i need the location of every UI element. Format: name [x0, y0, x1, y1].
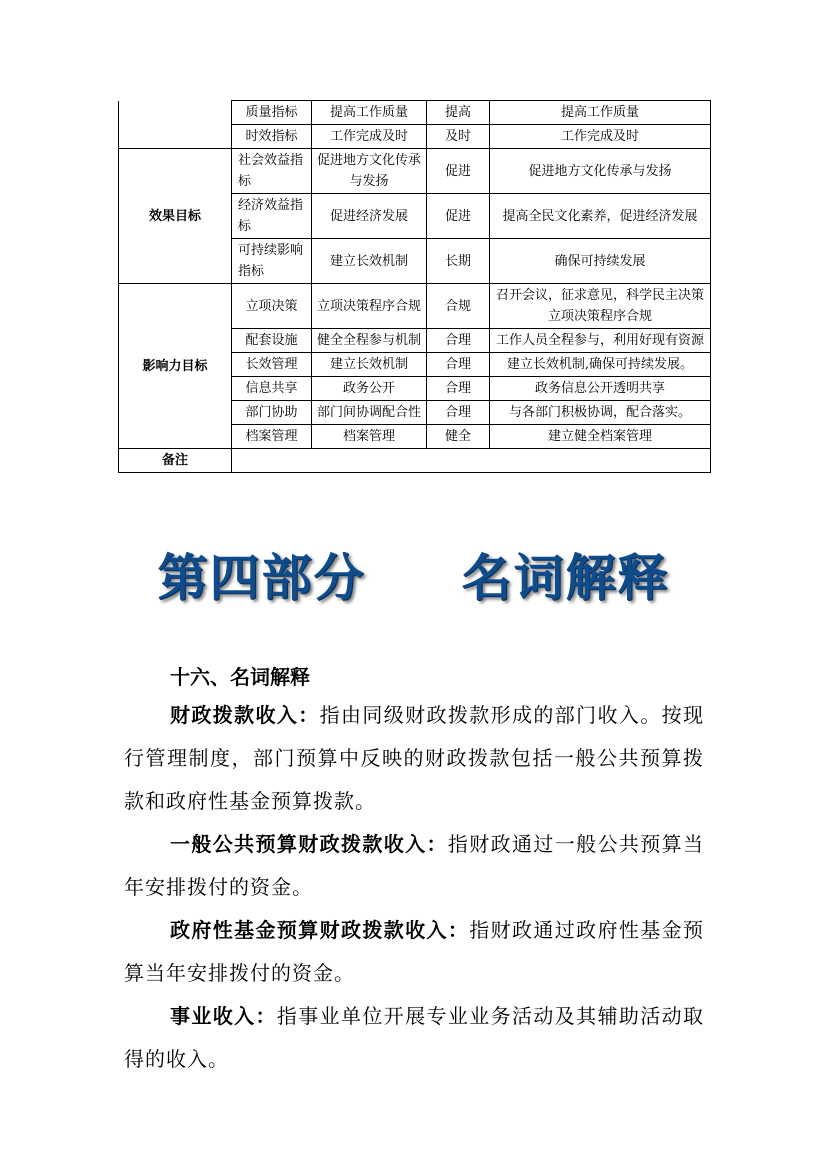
- description-cell: 提高全民文化素养，促进经济发展: [490, 194, 711, 239]
- content-cell: 立项决策程序合规: [312, 284, 427, 329]
- indicator-cell: 时效指标: [232, 125, 312, 149]
- value-cell: 合规: [427, 284, 490, 329]
- description-cell: 与各部门积极协调，配合落实。: [490, 401, 711, 425]
- glossary-term: 事业收入：: [170, 1004, 277, 1028]
- content-cell: 建立长效机制: [312, 239, 427, 284]
- content-cell: 工作完成及时: [312, 125, 427, 149]
- glossary-definition: 指事业单位开展专业业务活动及其辅助活动取得的收入。: [124, 1004, 704, 1071]
- content-cell: 政务公开: [312, 377, 427, 401]
- remark-label: 备注: [119, 449, 232, 473]
- part-heading-title: 名词解释: [461, 549, 670, 607]
- remark-value: [232, 449, 711, 473]
- section-title: 十六、名词解释: [170, 665, 310, 689]
- category-cell: 影响力目标: [119, 284, 232, 449]
- value-cell: 及时: [427, 125, 490, 149]
- indicator-cell: 可持续影响指标: [232, 239, 312, 284]
- value-cell: 促进: [427, 194, 490, 239]
- description-cell: 建立健全档案管理: [490, 425, 711, 449]
- value-cell: 合理: [427, 401, 490, 425]
- content-cell: 部门间协调配合性: [312, 401, 427, 425]
- indicator-cell: 经济效益指标: [232, 194, 312, 239]
- value-cell: 长期: [427, 239, 490, 284]
- glossary-term: 财政拨款收入：: [170, 703, 320, 727]
- indicator-cell: 质量指标: [232, 101, 312, 125]
- content-cell: 档案管理: [312, 425, 427, 449]
- glossary-definition: 指由同级财政拨款形成的部门收入。按现行管理制度，部门预算中反映的财政拨款包括一般公共预算拨款和政府性基金预算拨款。: [124, 703, 704, 813]
- content-cell: 提高工作质量: [312, 101, 427, 125]
- content-cell: 建立长效机制: [312, 353, 427, 377]
- glossary-section: [124, 660, 704, 1081]
- indicator-cell: 立项决策: [232, 284, 312, 329]
- description-cell: 建立长效机制,确保可持续发展。: [490, 353, 711, 377]
- content-cell: 健全全程参与机制: [312, 329, 427, 353]
- glossary-definition: 指财政通过一般公共预算当年安排拨付的资金。: [124, 832, 704, 899]
- performance-table: [118, 100, 711, 473]
- glossary-paragraph: [124, 909, 704, 995]
- glossary-paragraph: [124, 995, 704, 1081]
- category-cell: [119, 101, 232, 149]
- value-cell: 提高: [427, 101, 490, 125]
- indicator-cell: 社会效益指标: [232, 149, 312, 194]
- glossary-term: 一般公共预算财政拨款收入：: [170, 832, 448, 856]
- glossary-paragraph: [124, 694, 704, 823]
- indicator-cell: 信息共享: [232, 377, 312, 401]
- table-row: [119, 149, 711, 194]
- value-cell: 合理: [427, 329, 490, 353]
- glossary-definition: 指财政通过政府性基金预算当年安排拨付的资金。: [124, 918, 704, 985]
- description-cell: 工作人员全程参与，利用好现有资源: [490, 329, 711, 353]
- description-cell: 工作完成及时: [490, 125, 711, 149]
- value-cell: 合理: [427, 353, 490, 377]
- category-cell: 效果目标: [119, 149, 232, 284]
- description-cell: 召开会议，征求意见，科学民主决策立项决策程序合规: [490, 284, 711, 329]
- table-row: [119, 284, 711, 329]
- indicator-cell: 配套设施: [232, 329, 312, 353]
- value-cell: 合理: [427, 377, 490, 401]
- indicator-cell: 档案管理: [232, 425, 312, 449]
- description-cell: 确保可持续发展: [490, 239, 711, 284]
- value-cell: 健全: [427, 425, 490, 449]
- part-heading-number: 第四部分: [157, 549, 366, 607]
- indicator-cell: 部门协助: [232, 401, 312, 425]
- description-cell: 促进地方文化传承与发扬: [490, 149, 711, 194]
- table-row: [119, 101, 711, 125]
- value-cell: 促进: [427, 149, 490, 194]
- content-cell: 促进地方文化传承与发扬: [312, 149, 427, 194]
- description-cell: 政务信息公开透明共享: [490, 377, 711, 401]
- content-cell: 促进经济发展: [312, 194, 427, 239]
- part-heading: [0, 538, 827, 610]
- table-row: [119, 449, 711, 473]
- indicator-cell: 长效管理: [232, 353, 312, 377]
- description-cell: 提高工作质量: [490, 101, 711, 125]
- glossary-term: 政府性基金预算财政拨款收入：: [170, 918, 470, 942]
- glossary-paragraph: [124, 823, 704, 909]
